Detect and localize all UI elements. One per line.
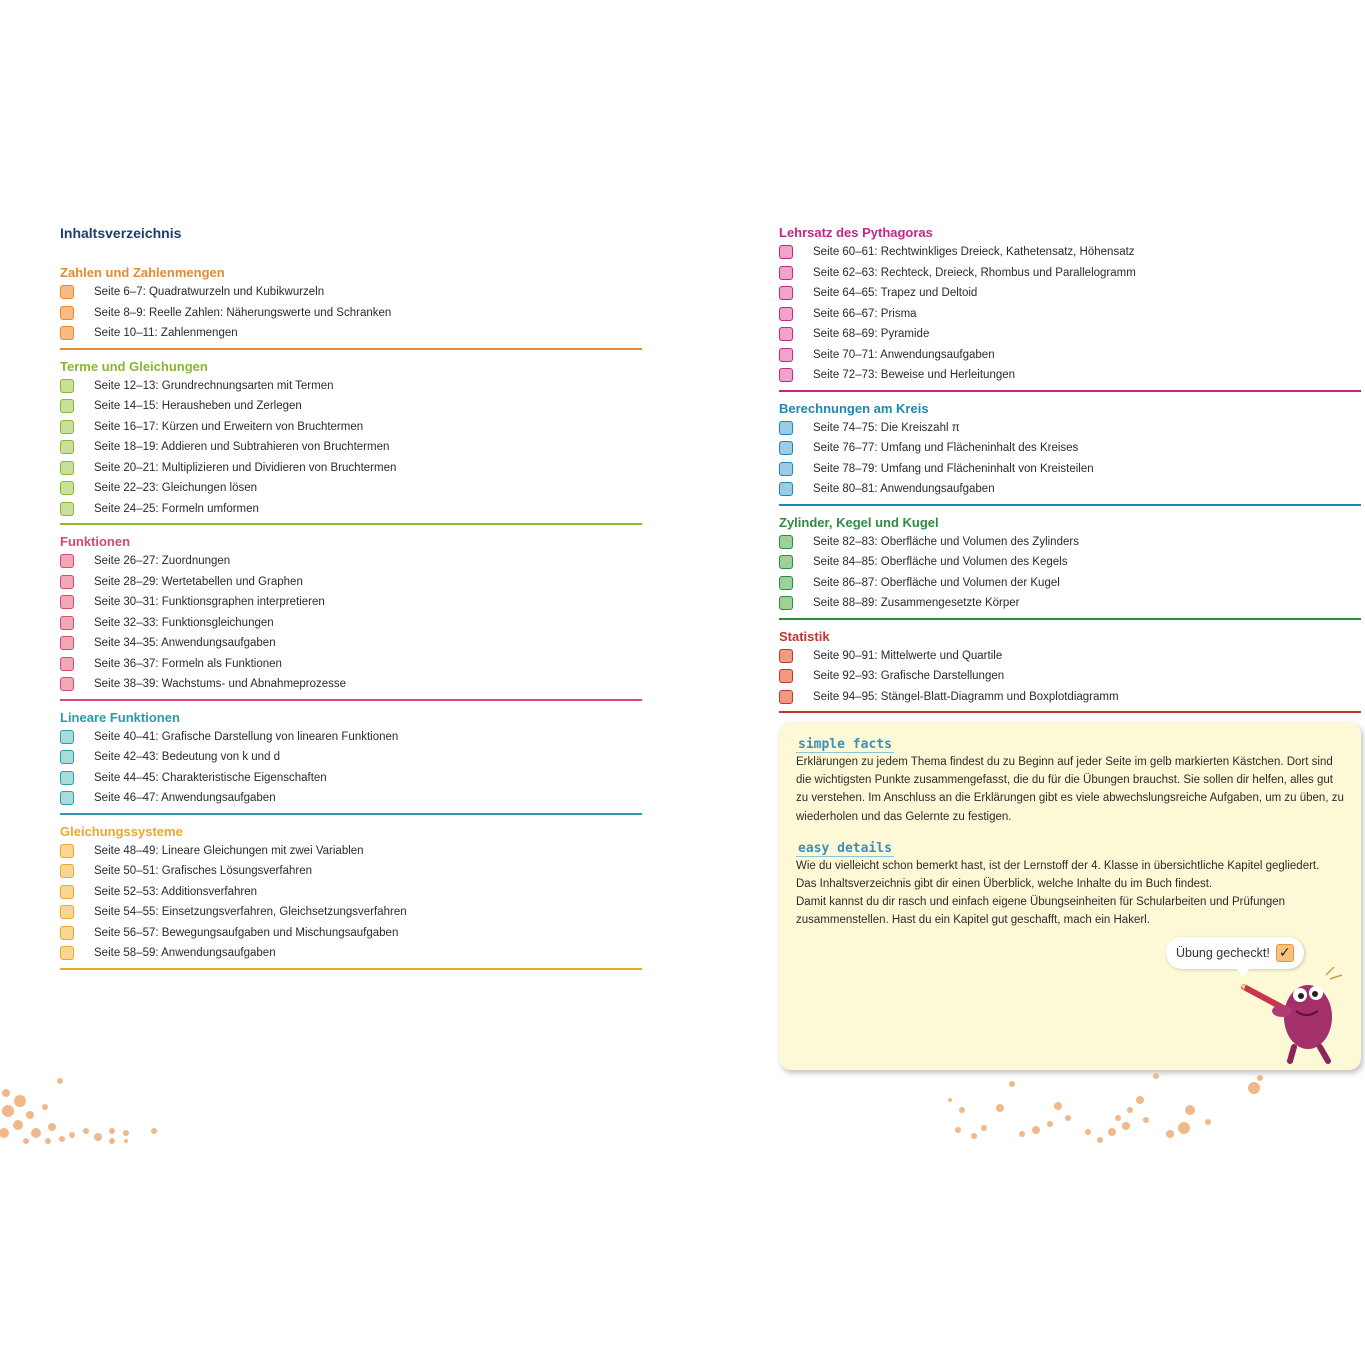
- right-column: [779, 224, 1361, 721]
- left-column: [60, 224, 642, 978]
- toc-item-label: Seite 66–67: Prisma: [813, 307, 917, 320]
- section-title: Lehrsatz des Pythagoras: [779, 225, 933, 240]
- checkbox[interactable]: [60, 864, 74, 878]
- section-lehrsatz-des-pythagoras: [779, 224, 1361, 392]
- toc-item-label: Seite 42–43: Bedeutung von k und d: [94, 751, 281, 764]
- checkbox[interactable]: [779, 286, 793, 300]
- toc-item-label: Seite 12–13: Grundrechnungsarten mit Termen: [94, 379, 334, 392]
- toc-item: [60, 923, 642, 944]
- checkbox[interactable]: [60, 306, 74, 320]
- toc-item-label: Seite 22–23: Gleichungen lösen: [94, 482, 258, 495]
- checkbox[interactable]: [60, 730, 74, 744]
- decorative-dots-left: [0, 1075, 170, 1150]
- toc-item-label: Seite 16–17: Kürzen und Erweitern von Bruchtermen: [94, 420, 364, 433]
- checkbox[interactable]: [779, 555, 793, 569]
- toc-item-label: Seite 8–9: Reelle Zahlen: Näherungswerte und Schranken: [94, 306, 392, 319]
- toc-item: [779, 283, 1361, 304]
- section-title: Funktionen: [60, 534, 131, 549]
- page-title: Inhaltsverzeichnis: [60, 225, 182, 241]
- checkbox[interactable]: [779, 348, 793, 362]
- toc-item-label: Seite 92–93: Grafische Darstellungen: [813, 670, 1005, 683]
- checkbox[interactable]: [779, 421, 793, 435]
- decorative-dots-right: [940, 1070, 1270, 1150]
- toc-item-label: Seite 54–55: Einsetzungsverfahren, Gleichsetzungsverfahren: [94, 906, 407, 919]
- toc-item-label: Seite 46–47: Anwendungsaufgaben: [94, 792, 276, 805]
- toc-item: [779, 242, 1361, 263]
- monster-mascot-icon: [1238, 965, 1346, 1065]
- toc-item: [60, 437, 642, 458]
- toc-item: [60, 902, 642, 923]
- toc-item: [60, 323, 642, 344]
- checkbox[interactable]: [779, 327, 793, 341]
- section-statistik: [779, 628, 1361, 714]
- toc-item: [60, 499, 642, 520]
- checkbox[interactable]: [60, 946, 74, 960]
- checkbox[interactable]: [60, 844, 74, 858]
- toc-item: [60, 376, 642, 397]
- checkbox[interactable]: [779, 266, 793, 280]
- toc-item: [779, 304, 1361, 325]
- toc-item: [60, 396, 642, 417]
- toc-item-label: Seite 86–87: Oberfläche und Volumen der Kugel: [813, 576, 1060, 589]
- toc-item-label: Seite 70–71: Anwendungsaufgaben: [813, 348, 995, 361]
- toc-item-label: Seite 82–83: Oberfläche und Volumen des Zylinders: [813, 535, 1079, 548]
- toc-item: [60, 674, 642, 695]
- left-sections: [60, 264, 642, 970]
- toc-item-label: Seite 36–37: Formeln als Funktionen: [94, 657, 282, 670]
- toc-item: [779, 573, 1361, 594]
- checkbox[interactable]: [60, 771, 74, 785]
- section-gleichungssysteme: [60, 823, 642, 970]
- toc-item: [779, 438, 1361, 459]
- section-title: Zahlen und Zahlenmengen: [60, 265, 225, 280]
- toc-item-label: Seite 94–95: Stängel-Blatt-Diagramm und Boxplotdiagramm: [813, 690, 1119, 703]
- checkbox[interactable]: [779, 576, 793, 590]
- checkbox[interactable]: [60, 791, 74, 805]
- toc-item-label: Seite 28–29: Wertetabellen und Graphen: [94, 575, 303, 588]
- toc-item-label: Seite 38–39: Wachstums- und Abnahmeprozesse: [94, 678, 347, 691]
- toc-item-label: Seite 40–41: Grafische Darstellung von linearen Funktionen: [94, 730, 399, 743]
- checkbox[interactable]: [779, 245, 793, 259]
- toc-item-label: Seite 18–19: Addieren und Subtrahieren von Bruchtermen: [94, 441, 390, 454]
- toc-item: [779, 593, 1361, 614]
- toc-item: [60, 282, 642, 303]
- checkbox[interactable]: [60, 595, 74, 609]
- checkbox[interactable]: [60, 677, 74, 691]
- toc-item: [60, 633, 642, 654]
- section-lineare-funktionen: [60, 709, 642, 815]
- checkbox[interactable]: [60, 379, 74, 393]
- section-berechnungen-am-kreis: [779, 400, 1361, 506]
- toc-item: [60, 788, 642, 809]
- checkbox[interactable]: [60, 326, 74, 340]
- checkbox[interactable]: [779, 462, 793, 476]
- toc-item-label: Seite 78–79: Umfang und Flächeninhalt von Kreisteilen: [813, 462, 1094, 475]
- simple-facts-text: Erklärungen zu jedem Thema findest du zu Beginn auf jeder Seite im gelb markierten Kästchen. Dort sind die wichtigsten Punkte zusammengefasst, die du für die Übungen brauchst. Sie sollen dir helfen, alles gut zu verstehen. Im Anschluss an die Erklärungen gibt es viele abwechslungsreiche Aufgaben, um zu üben, zu wiederholen und das Gelernte zu festigen.: [796, 756, 1344, 823]
- toc-item-label: Seite 72–73: Beweise und Herleitungen: [813, 369, 1016, 382]
- toc-item: [60, 861, 642, 882]
- toc-item-label: Seite 76–77: Umfang und Flächeninhalt des Kreises: [813, 442, 1079, 455]
- section-title: Lineare Funktionen: [60, 709, 180, 725]
- toc-item: [60, 768, 642, 789]
- toc-item: [60, 458, 642, 479]
- toc-item-label: Seite 48–49: Lineare Gleichungen mit zwei Variablen: [94, 844, 364, 857]
- toc-item-label: Seite 20–21: Multiplizieren und Dividieren von Bruchtermen: [94, 461, 397, 474]
- toc-item: [779, 263, 1361, 284]
- section-title: Terme und Gleichungen: [60, 358, 208, 374]
- toc-item: [60, 747, 642, 768]
- toc-item: [779, 666, 1361, 687]
- checkbox[interactable]: [60, 905, 74, 919]
- toc-item-label: Seite 32–33: Funktionsgleichungen: [94, 616, 274, 629]
- toc-item-label: Seite 14–15: Herausheben und Zerlegen: [94, 400, 302, 413]
- right-sections: [779, 224, 1361, 713]
- section-title: Statistik: [779, 628, 830, 644]
- toc-item: [60, 478, 642, 499]
- toc-item-label: Seite 56–57: Bewegungsaufgaben und Mischungsaufgaben: [94, 926, 399, 939]
- checkbox-icon: ✓: [1276, 944, 1294, 962]
- toc-item-label: Seite 30–31: Funktionsgraphen interpretieren: [94, 596, 325, 609]
- section-title: Zylinder, Kegel und Kugel: [779, 514, 939, 530]
- checkbox[interactable]: [60, 657, 74, 671]
- toc-item-label: Seite 44–45: Charakteristische Eigenschaften: [94, 771, 327, 784]
- toc-item: [60, 592, 642, 613]
- checkbox[interactable]: [60, 481, 74, 495]
- toc-item-label: Seite 68–69: Pyramide: [813, 328, 930, 341]
- checkbox[interactable]: [60, 554, 74, 568]
- toc-item-label: Seite 88–89: Zusammengesetzte Körper: [813, 597, 1020, 610]
- toc-item-label: Seite 60–61: Rechtwinkliges Dreieck, Kathetensatz, Höhensatz: [813, 246, 1135, 259]
- checkbox[interactable]: [60, 616, 74, 630]
- toc-item-label: Seite 84–85: Oberfläche und Volumen des Kegels: [813, 556, 1068, 569]
- toc-item-label: Seite 62–63: Rechteck, Dreieck, Rhombus und Parallelogramm: [813, 266, 1136, 279]
- checkbox[interactable]: [779, 535, 793, 549]
- section-title: Berechnungen am Kreis: [779, 400, 929, 416]
- checkbox[interactable]: [779, 649, 793, 663]
- checkbox[interactable]: [60, 285, 74, 299]
- checkbox[interactable]: [60, 399, 74, 413]
- checkbox[interactable]: [60, 750, 74, 764]
- section-zahlen-und-zahlenmengen: [60, 264, 642, 350]
- toc-item: [60, 654, 642, 675]
- toc-item: [779, 552, 1361, 573]
- easy-details-text: Wie du vielleicht schon bemerkt hast, ist der Lernstoff der 4. Klasse in übersichtliche Kapitel gegliedert. Das Inhaltsverzeichnis gibt dir einen Überblick, welche Inhalte du im Buch findest. Damit kannst du dir rasch und einfach eigene Übungseinheiten für Schularbeiten und Prüfungen zusammenstellen. Hast du ein Kapitel gut geschafft, mach ein Hakerl.: [796, 859, 1320, 927]
- section-title: Gleichungssysteme: [60, 823, 183, 839]
- bubble-text: Übung gecheckt!: [1176, 946, 1270, 960]
- toc-item-label: Seite 64–65: Trapez und Deltoid: [813, 287, 978, 300]
- toc-item: [779, 646, 1361, 667]
- checkbox[interactable]: [779, 482, 793, 496]
- checkbox[interactable]: [60, 440, 74, 454]
- checkbox[interactable]: [779, 307, 793, 321]
- toc-item: [779, 479, 1361, 500]
- toc-item: [779, 532, 1361, 553]
- toc-item: [60, 417, 642, 438]
- checkbox[interactable]: [60, 636, 74, 650]
- checkbox[interactable]: [60, 575, 74, 589]
- toc-item: [779, 365, 1361, 386]
- toc-item: [779, 345, 1361, 366]
- toc-item: [779, 324, 1361, 345]
- toc-item-label: Seite 58–59: Anwendungsaufgaben: [94, 947, 276, 960]
- toc-item: [60, 303, 642, 324]
- toc-item-label: Seite 80–81: Anwendungsaufgaben: [813, 483, 995, 496]
- toc-item-label: Seite 10–11: Zahlenmengen: [94, 327, 238, 340]
- checkbox[interactable]: [60, 926, 74, 940]
- section-funktionen: [60, 533, 642, 701]
- toc-item-label: Seite 26–27: Zuordnungen: [94, 555, 231, 568]
- checkbox[interactable]: [779, 368, 793, 382]
- checkbox[interactable]: [60, 461, 74, 475]
- checkbox[interactable]: [60, 420, 74, 434]
- toc-item: [779, 418, 1361, 439]
- toc-item: [60, 841, 642, 862]
- checkbox[interactable]: [779, 669, 793, 683]
- toc-item: [779, 459, 1361, 480]
- toc-item-label: Seite 6–7: Quadratwurzeln und Kubikwurzeln: [94, 286, 325, 299]
- toc-item: [60, 551, 642, 572]
- toc-item: [779, 687, 1361, 708]
- toc-item-label: Seite 52–53: Additionsverfahren: [94, 885, 258, 898]
- easy-details-heading: easy details: [798, 840, 892, 856]
- section-zylinder-kegel-und-kugel: [779, 514, 1361, 620]
- toc-item-label: Seite 24–25: Formeln umformen: [94, 502, 259, 515]
- checkbox[interactable]: [779, 690, 793, 704]
- toc-item: [60, 727, 642, 748]
- checkbox[interactable]: [779, 441, 793, 455]
- checkbox[interactable]: [779, 596, 793, 610]
- toc-item: [60, 943, 642, 964]
- toc-item-label: Seite 74–75: Die Kreiszahl π: [813, 421, 960, 434]
- checkbox[interactable]: [60, 885, 74, 899]
- simple-facts-heading: simple facts: [798, 737, 892, 752]
- checkbox[interactable]: [60, 502, 74, 516]
- section-terme-und-gleichungen: [60, 358, 642, 526]
- toc-item-label: Seite 90–91: Mittelwerte und Quartile: [813, 649, 1003, 662]
- toc-item: [60, 613, 642, 634]
- toc-item-label: Seite 34–35: Anwendungsaufgaben: [94, 637, 276, 650]
- toc-item: [60, 882, 642, 903]
- toc-item-label: Seite 50–51: Grafisches Lösungsverfahren: [94, 865, 312, 878]
- toc-item: [60, 572, 642, 593]
